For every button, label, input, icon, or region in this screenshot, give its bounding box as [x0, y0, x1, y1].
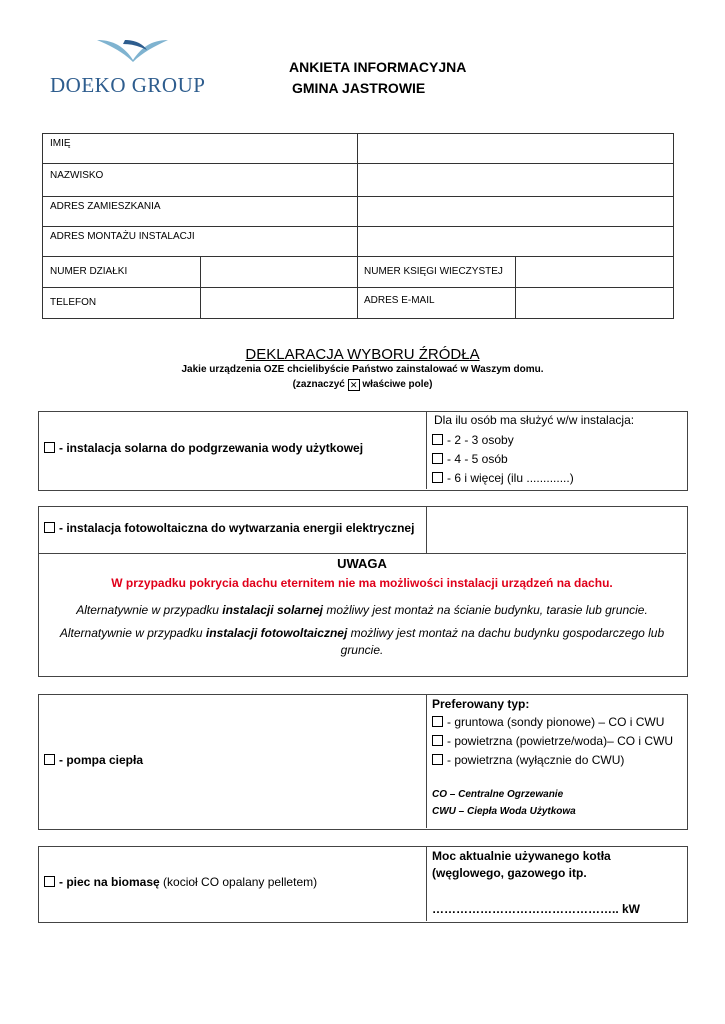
notice-warning: W przypadku pokrycia dachu eternitem nie ma możliwości instalacji urządzeń na dachu. [111, 576, 613, 590]
checkbox-icon[interactable] [432, 735, 443, 746]
notice-alt-pv: Alternatywnie w przypadku instalacji fotowoltaicznej możliwy jest montaż na dachu budynku gospodarczego lub [59, 626, 665, 640]
label-phone: TELEFON [50, 297, 97, 308]
notice-heading: UWAGA [337, 556, 387, 571]
label-last-name: NAZWISKO [50, 170, 104, 181]
heat-pump-type-air-water[interactable]: - powietrzna (powietrze/woda)– CO i CWU [432, 734, 673, 748]
legend-co: CO – Centralne Ogrzewanie [432, 789, 564, 800]
heat-pump-type-air-cwu[interactable]: - powietrzna (wyłącznie do CWU) [432, 753, 624, 767]
checkbox-icon[interactable] [432, 754, 443, 765]
checked-box-icon: ✕ [348, 379, 360, 391]
installation-address-field[interactable] [358, 227, 673, 256]
logo [50, 36, 210, 100]
pv-option[interactable]: - instalacja fotowoltaiczna do wytwarzania energii elektrycznej [44, 521, 414, 535]
residence-address-field[interactable] [358, 197, 673, 226]
label-residence-address: ADRES ZAMIESZKANIA [50, 201, 161, 212]
solar-persons-header: Dla ilu osób ma służyć w/w instalacja: [434, 413, 635, 427]
solar-option[interactable]: - instalacja solarna do podgrzewania wody użytkowej [44, 441, 363, 455]
checkbox-icon[interactable] [44, 442, 55, 453]
pv-details-field[interactable] [427, 507, 685, 553]
declaration-instruction: (zaznaczyć ✕ właściwe pole) [292, 379, 433, 390]
label-plot-number: NUMER DZIAŁKI [50, 266, 128, 277]
notice-alt-solar: Alternatywnie w przypadku instalacji solarnej możliwy jest montaż na ścianie budynku, tarasie lub gruncie. [76, 603, 648, 617]
solar-persons-option-2[interactable]: - 4 - 5 osób [432, 452, 508, 466]
last-name-field[interactable] [358, 164, 673, 196]
label-email: ADRES E-MAIL [364, 295, 435, 306]
legend-cwu: CWU – Ciepła Woda Użytkowa [432, 806, 576, 817]
declaration-subtitle: Jakie urządzenia OZE chcielibyście Państwo zainstalować w Waszym domu. [181, 364, 544, 375]
plot-number-field[interactable] [201, 257, 357, 287]
label-first-name: IMIĘ [50, 138, 71, 149]
personal-info-table [42, 133, 674, 319]
checkbox-icon[interactable] [432, 434, 443, 445]
boiler-power-header-line1: Moc aktualnie używanego kotła [432, 849, 611, 863]
label-installation-address: ADRES MONTAŻU INSTALACJI [50, 231, 195, 242]
checkbox-icon[interactable] [432, 453, 443, 464]
logo-text: DOEKO GROUP [50, 73, 206, 97]
label-land-register: NUMER KSIĘGI WIECZYSTEJ [364, 266, 503, 277]
land-register-field[interactable] [516, 257, 673, 287]
boiler-power-field[interactable]: ……………………………………….. kW [432, 902, 641, 916]
heat-pump-option[interactable]: - pompa ciepła [44, 753, 143, 767]
page-title-line1: ANKIETA INFORMACYJNA [289, 59, 467, 75]
first-name-field[interactable] [358, 134, 673, 163]
checkbox-icon[interactable] [44, 876, 55, 887]
boiler-power-header-line2: (węglowego, gazowego itp. [432, 866, 587, 880]
solar-persons-option-3[interactable]: - 6 i więcej (ilu .............) [432, 471, 574, 485]
logo-wave-icon [95, 36, 170, 64]
checkbox-icon[interactable] [432, 472, 443, 483]
biomass-option[interactable]: - piec na biomasę (kocioł CO opalany pelletem) [44, 875, 317, 889]
heat-pump-type-header: Preferowany typ: [432, 697, 530, 711]
email-field[interactable] [516, 288, 673, 318]
solar-persons-option-1[interactable]: - 2 - 3 osoby [432, 433, 514, 447]
page-title-line2: GMINA JASTROWIE [292, 80, 426, 96]
checkbox-icon[interactable] [44, 522, 55, 533]
checkbox-icon[interactable] [44, 754, 55, 765]
checkbox-icon[interactable] [432, 716, 443, 727]
phone-field[interactable] [201, 288, 357, 318]
notice-alt-pv-line2: gruncie. [340, 643, 384, 657]
heat-pump-type-ground[interactable]: - gruntowa (sondy pionowe) – CO i CWU [432, 715, 664, 729]
declaration-title: DEKLARACJA WYBORU ŹRÓDŁA [245, 346, 480, 363]
